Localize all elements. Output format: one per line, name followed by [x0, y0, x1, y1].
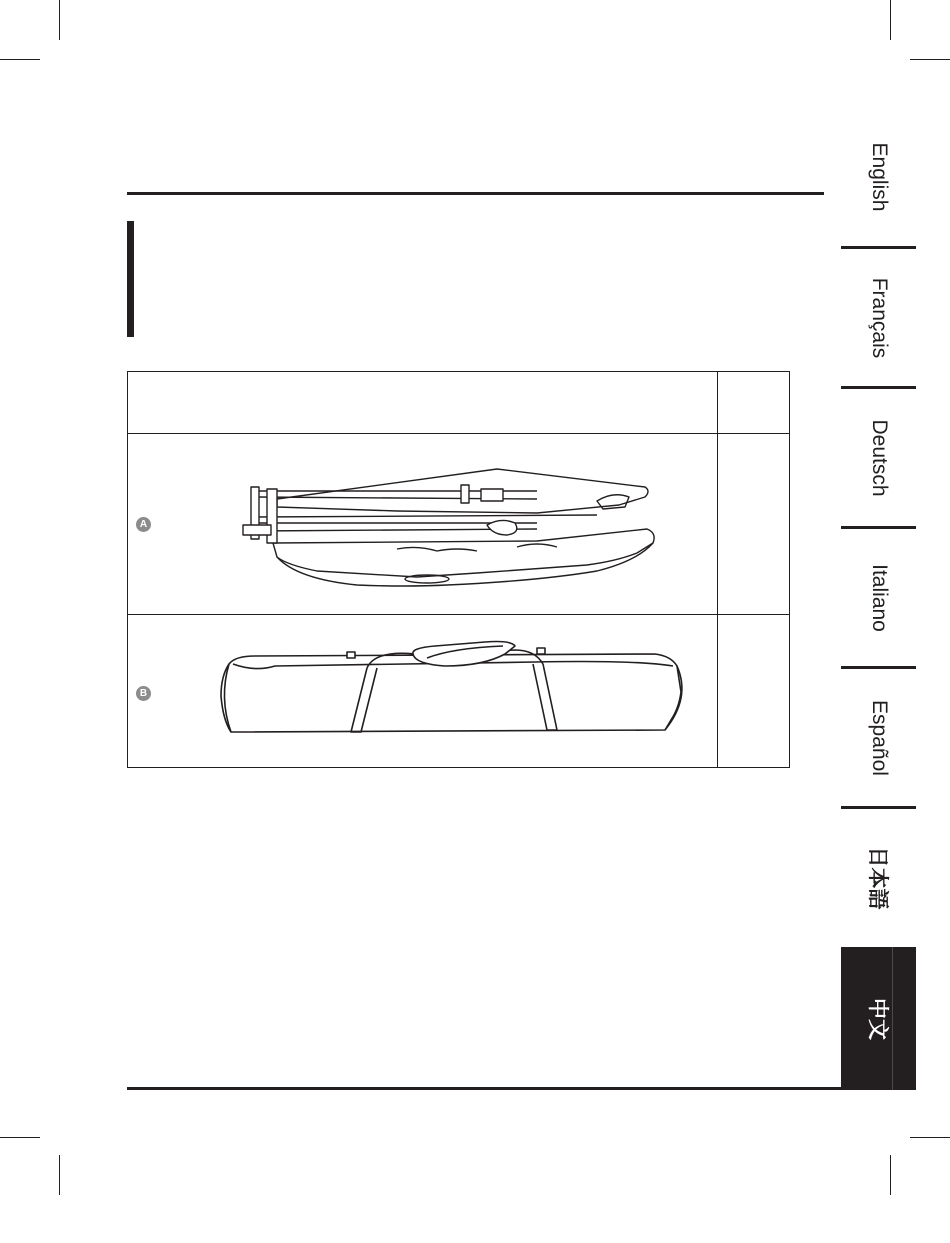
tab-label: 中文	[865, 997, 890, 1040]
tab-deutsch[interactable]	[841, 389, 916, 527]
crop-mark	[59, 0, 60, 40]
tab-label: Italiano	[867, 564, 891, 632]
crop-mark	[910, 59, 950, 60]
part-letter-badge: A	[136, 517, 151, 532]
crop-mark	[890, 0, 891, 40]
crop-mark	[0, 1137, 40, 1138]
table-row	[127, 614, 717, 767]
tab-chinese[interactable]	[841, 947, 916, 1090]
tab-espanol[interactable]	[841, 669, 916, 807]
footer-rule	[127, 1087, 841, 1090]
tab-francais[interactable]	[841, 249, 916, 387]
tab-label: Français	[867, 277, 891, 359]
crop-mark	[910, 1137, 950, 1138]
crop-mark	[59, 1155, 60, 1195]
table-header-row	[127, 371, 790, 433]
part-letter-badge: B	[136, 686, 151, 701]
header-rule	[127, 192, 824, 195]
tab-label: Español	[867, 700, 891, 776]
table-row	[127, 433, 717, 614]
tab-english[interactable]	[841, 108, 916, 246]
tab-label: 日本語	[865, 846, 890, 910]
section-heading-bar	[127, 221, 134, 337]
crop-mark	[0, 59, 40, 60]
tab-label: Deutsch	[867, 419, 891, 497]
tab-label: English	[867, 142, 891, 212]
carry-bag-icon	[215, 624, 695, 744]
folded-cot-icon	[237, 461, 667, 611]
tab-japanese[interactable]	[841, 809, 916, 947]
crop-mark	[890, 1155, 891, 1195]
parts-table	[127, 371, 790, 768]
tab-italiano[interactable]	[841, 529, 916, 667]
